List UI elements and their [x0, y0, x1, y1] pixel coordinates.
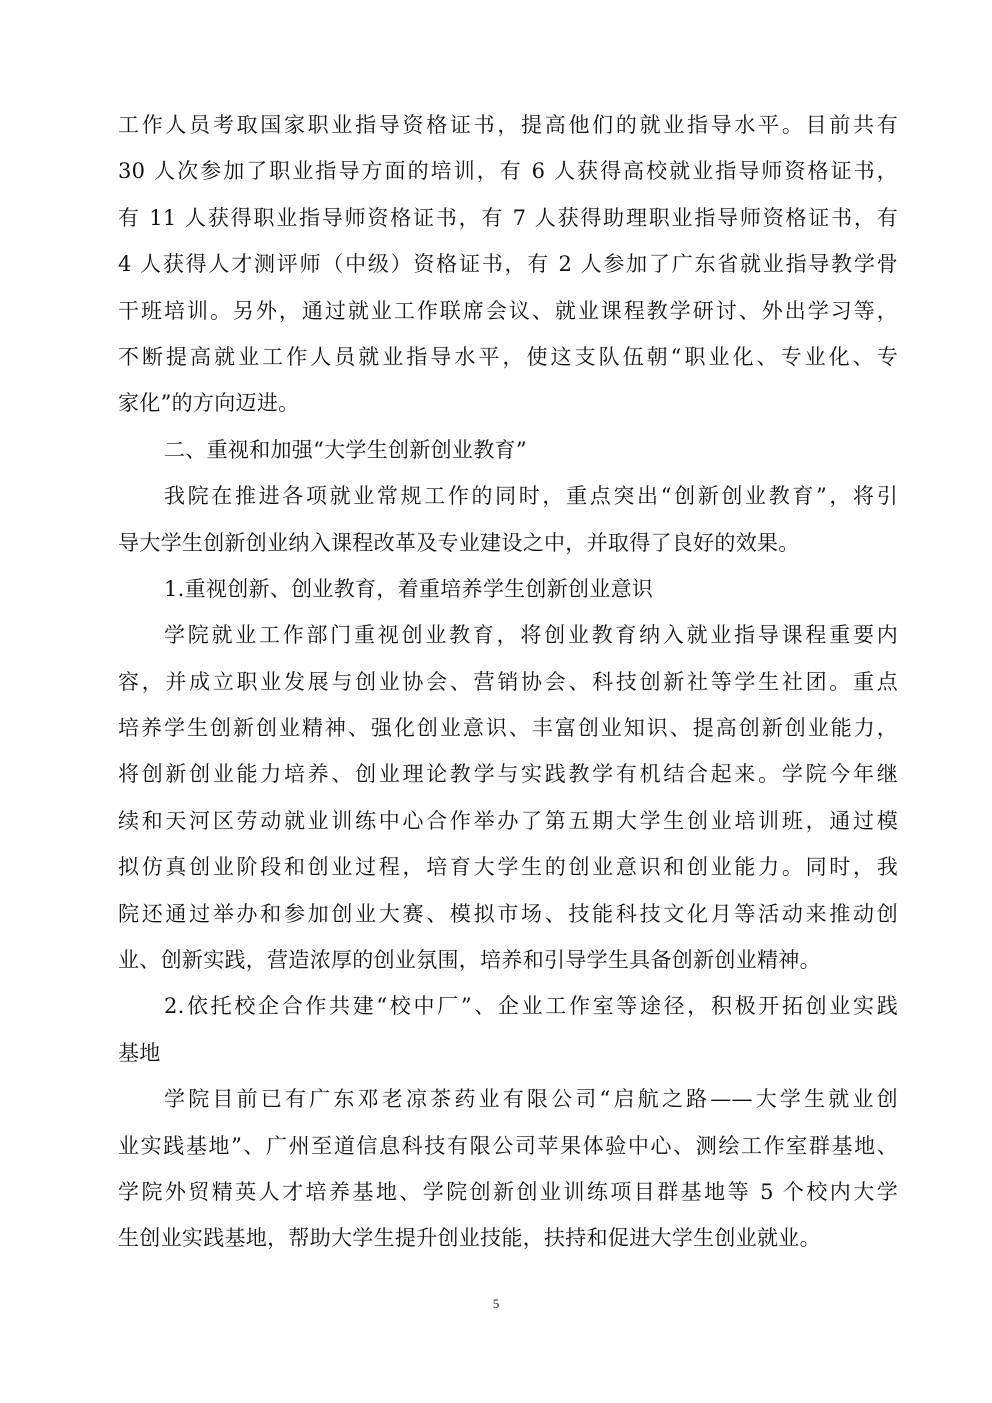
- text-line: 容，并成立职业发展与创业协会、营销协会、科技创新社等学生社团。重点: [118, 669, 898, 694]
- text-line: 学院目前已有广东邓老凉茶药业有限公司“启航之路——大学生就业创: [164, 1087, 898, 1112]
- text-line: 续和天河区劳动就业训练中心合作举办了第五期大学生创业培训班，通过模: [118, 808, 898, 833]
- text-line: 有 11 人获得职业指导师资格证书，有 7 人获得助理职业指导师资格证书，有: [118, 205, 898, 230]
- text-line: 基地: [118, 1040, 161, 1065]
- text-line: 30 人次参加了职业指导方面的培训，有 6 人获得高校就业指导师资格证书，: [118, 159, 898, 184]
- text-line: 干班培训。另外，通过就业工作联席会议、就业课程教学研讨、外出学习等，: [118, 298, 898, 323]
- page-number: 5: [492, 1296, 500, 1311]
- text-line: 导大学生创新创业纳入课程改革及专业建设之中，并取得了良好的效果。: [118, 530, 800, 555]
- text-line: 业、创新实践，营造浓厚的创业氛围，培养和引导学生具备创新创业精神。: [118, 948, 821, 973]
- text-line: 业实践基地”、广州至道信息科技有限公司苹果体验中心、测绘工作室群基地、: [118, 1133, 898, 1158]
- text-line: 拟仿真创业阶段和创业过程，培育大学生的创业意识和创业能力。同时，我: [118, 855, 898, 880]
- text-line: 我院在推进各项就业常规工作的同时，重点突出“创新创业教育”，将引: [164, 484, 898, 509]
- text-line: 学院外贸精英人才培养基地、学院创新创业训练项目群基地等 5 个校内大学: [118, 1179, 898, 1204]
- body-text: [118, 102, 898, 1262]
- text-line: 4 人获得人才测评师（中级）资格证书，有 2 人参加了广东省就业指导教学骨: [118, 252, 898, 277]
- subsection-heading: 2.依托校企合作共建“校中厂”、企业工作室等途径，积极开拓创业实践: [164, 994, 898, 1019]
- text-line: 工作人员考取国家职业指导资格证书，提高他们的就业指导水平。目前共有: [118, 113, 898, 137]
- text-line: 院还通过举办和参加创业大赛、模拟市场、技能科技文化月等活动来推动创: [118, 901, 898, 926]
- subsection-heading: 1.重视创新、创业教育，着重培养学生创新创业意识: [164, 576, 654, 601]
- text-line: 家化”的方向迈进。: [118, 391, 300, 416]
- text-line: 生创业实践基地，帮助大学生提升创业技能，扶持和促进大学生创业就业。: [118, 1226, 821, 1251]
- text-line: 不断提高就业工作人员就业指导水平，使这支队伍朝“职业化、专业化、专: [118, 344, 898, 369]
- text-line: 培养学生创新创业精神、强化创业意识、丰富创业知识、提高创新创业能力，: [118, 716, 898, 741]
- section-heading: 二、重视和加强“大学生创新创业教育”: [164, 437, 527, 462]
- text-line: 学院就业工作部门重视创业教育，将创业教育纳入就业指导课程重要内: [164, 623, 898, 648]
- text-line: 将创新创业能力培养、创业理论教学与实践教学有机结合起来。学院今年继: [118, 762, 898, 787]
